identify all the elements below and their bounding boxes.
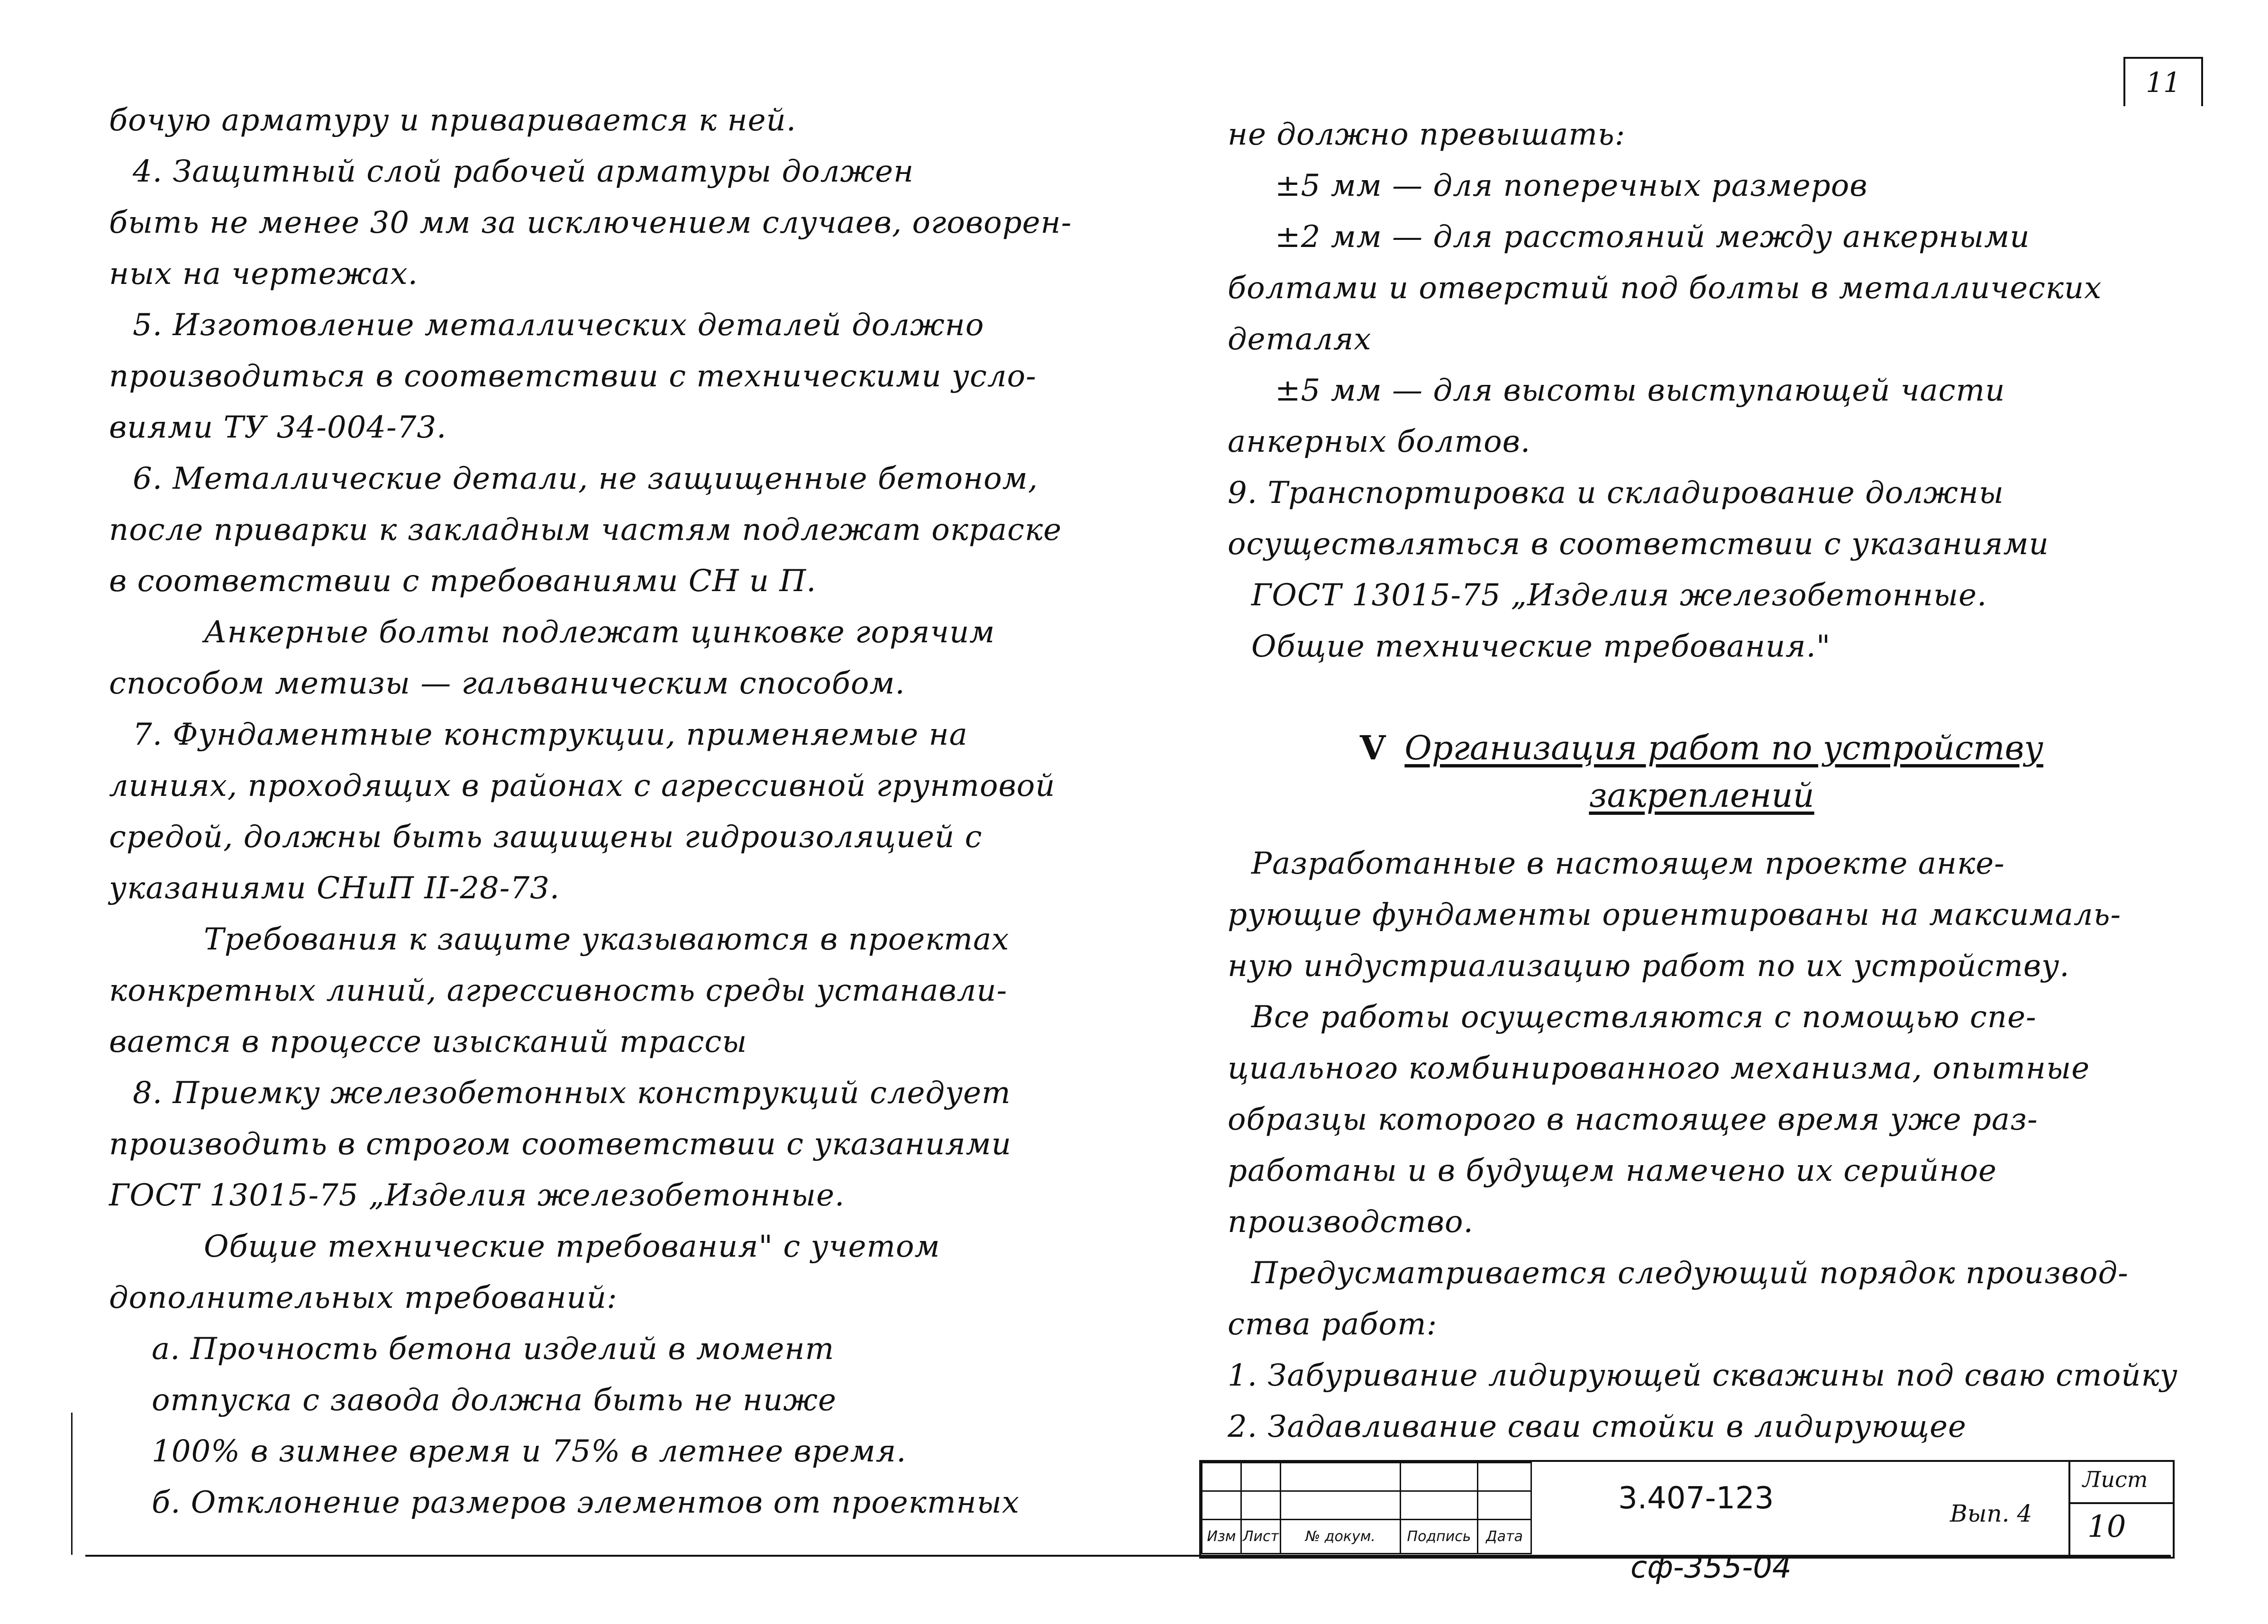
col-list: Лист: [1241, 1520, 1281, 1554]
text-line: ных на чертежах.: [109, 256, 418, 292]
text-line: в соответствии с требованиями СН и П.: [109, 564, 817, 599]
text-line: производить в строгом соответствии с указаниями: [109, 1127, 1011, 1162]
section-heading-line2: [1228, 772, 2176, 819]
sheet-corner-number: 11: [2123, 57, 2203, 106]
text-line: деталях: [1228, 322, 1372, 357]
archive-code: сф-355-04: [1630, 1550, 1792, 1585]
text-line: 7. Фундаментные конструкции, применяемые на: [133, 717, 968, 752]
text-line: ГОСТ 13015-75 „Изделия железобетонные.: [1251, 578, 1987, 613]
sheet-divider-h: [2068, 1502, 2173, 1504]
margin-line: [71, 1413, 73, 1555]
text-line: циального комбинированного механизма, опытные: [1228, 1051, 2090, 1086]
text-line: ±5 мм — для поперечных размеров: [1275, 168, 1868, 203]
sheet-label: Лист: [2083, 1467, 2148, 1492]
text-line: работаны и в будущем намечено их серийное: [1228, 1153, 1997, 1188]
text-line: указаниями СНиП II-28-73.: [109, 871, 560, 906]
right-column-bottom: [1228, 838, 2176, 1452]
right-column-top: [1228, 109, 2176, 672]
designation: 3.407-123: [1618, 1481, 1774, 1516]
text-line: рующие фундаменты ориентированы на максималь-: [1228, 897, 2122, 932]
text-line: 4. Защитный слой рабочей арматуры должен: [133, 154, 914, 189]
sheet-divider: [2068, 1462, 2070, 1557]
section-title-line2: закреплений: [1589, 776, 1814, 815]
text-line: 1. Забуривание лидирующей скважины под сваю стойку: [1228, 1358, 2178, 1393]
left-column: [109, 95, 1081, 1528]
text-line: средой, должны быть защищены гидроизоляцией с: [109, 820, 983, 855]
text-line: образцы которого в настоящее время уже раз-: [1228, 1102, 2038, 1137]
text-line: Общие технические требования" с учетом: [204, 1229, 940, 1264]
section-heading: [1228, 724, 2176, 772]
text-line: ±5 мм — для высоты выступающей части: [1275, 373, 2005, 408]
text-line: после приварки к закладным частям подлежат окраске: [109, 512, 1062, 547]
text-line: 2. Задавливание сваи стойки в лидирующее: [1228, 1409, 1967, 1444]
issue: Вып. 4: [1950, 1500, 2032, 1527]
text-line: ства работ:: [1228, 1307, 1438, 1342]
text-line: анкерных болтов.: [1228, 424, 1531, 459]
text-line: ±2 мм — для расстояний между анкерными: [1275, 219, 2030, 255]
text-line: способом метизы — гальваническим способом.: [109, 666, 905, 701]
text-line: Предусматривается следующий порядок производ-: [1251, 1256, 2129, 1291]
section-number: V: [1360, 728, 1386, 767]
text-line: линиях, проходящих в районах с агрессивной грунтовой: [109, 768, 1056, 803]
title-block: [1199, 1460, 2175, 1559]
text-line: конкретных линий, агрессивность среды устанавли-: [109, 973, 1008, 1008]
text-line: ную индустриализацию работ по их устройству.: [1228, 949, 2070, 984]
text-line: болтами и отверстий под болты в металлических: [1228, 271, 2102, 306]
text-line: 9. Транспортировка и складирование должны: [1228, 475, 2004, 511]
text-line: виями ТУ 34-004-73.: [109, 410, 447, 445]
text-line: 6. Металлические детали, не защищенные бетоном,: [133, 461, 1038, 496]
text-line: отпуска с завода должна быть не ниже: [152, 1383, 837, 1418]
sheet-number: 10: [2087, 1509, 2126, 1544]
text-line: Анкерные болты подлежат цинковке горячим: [204, 615, 995, 650]
text-line: Разработанные в настоящем проекте анке-: [1251, 846, 2005, 881]
col-date: Дата: [1478, 1520, 1531, 1554]
title-block-grid: [1201, 1462, 1532, 1554]
text-line: 100% в зимнее время и 75% в летнее время.: [152, 1434, 907, 1469]
text-line: ГОСТ 13015-75 „Изделия железобетонные.: [109, 1178, 845, 1213]
text-line: вается в процессе изысканий трассы: [109, 1024, 747, 1059]
text-line: 8. Приемку железобетонных конструкций следует: [133, 1076, 1011, 1111]
text-line: б. Отклонение размеров элементов от проектных: [152, 1485, 1020, 1520]
text-line: 5. Изготовление металлических деталей должно: [133, 308, 984, 343]
right-column: [1228, 109, 2176, 1452]
text-line: осуществляться в соответствии с указаниями: [1228, 527, 2049, 562]
text-line: быть не менее 30 мм за исключением случаев, оговорен-: [109, 205, 1072, 240]
text-line: производство.: [1228, 1204, 1474, 1240]
section-title-line1: Организация работ по устройству: [1404, 729, 2043, 767]
text-line: Требования к защите указываются в проектах: [204, 922, 1010, 957]
text-line: дополнительных требований:: [109, 1280, 618, 1315]
col-doc: № докум.: [1281, 1520, 1401, 1554]
text-line: производиться в соответствии с техническими усло-: [109, 359, 1037, 394]
title-block-header-row: [1202, 1520, 1531, 1554]
col-izm: Изм: [1202, 1520, 1241, 1554]
text-line: Все работы осуществляются с помощью спе-: [1251, 1000, 2037, 1035]
text-line: не должно превышать:: [1228, 117, 1626, 152]
text-line: Общие технические требования.": [1251, 629, 1831, 664]
text-line: бочую арматуру и приваривается к ней.: [109, 103, 797, 138]
col-sign: Подпись: [1401, 1520, 1478, 1554]
text-line: а. Прочность бетона изделий в момент: [152, 1332, 835, 1367]
